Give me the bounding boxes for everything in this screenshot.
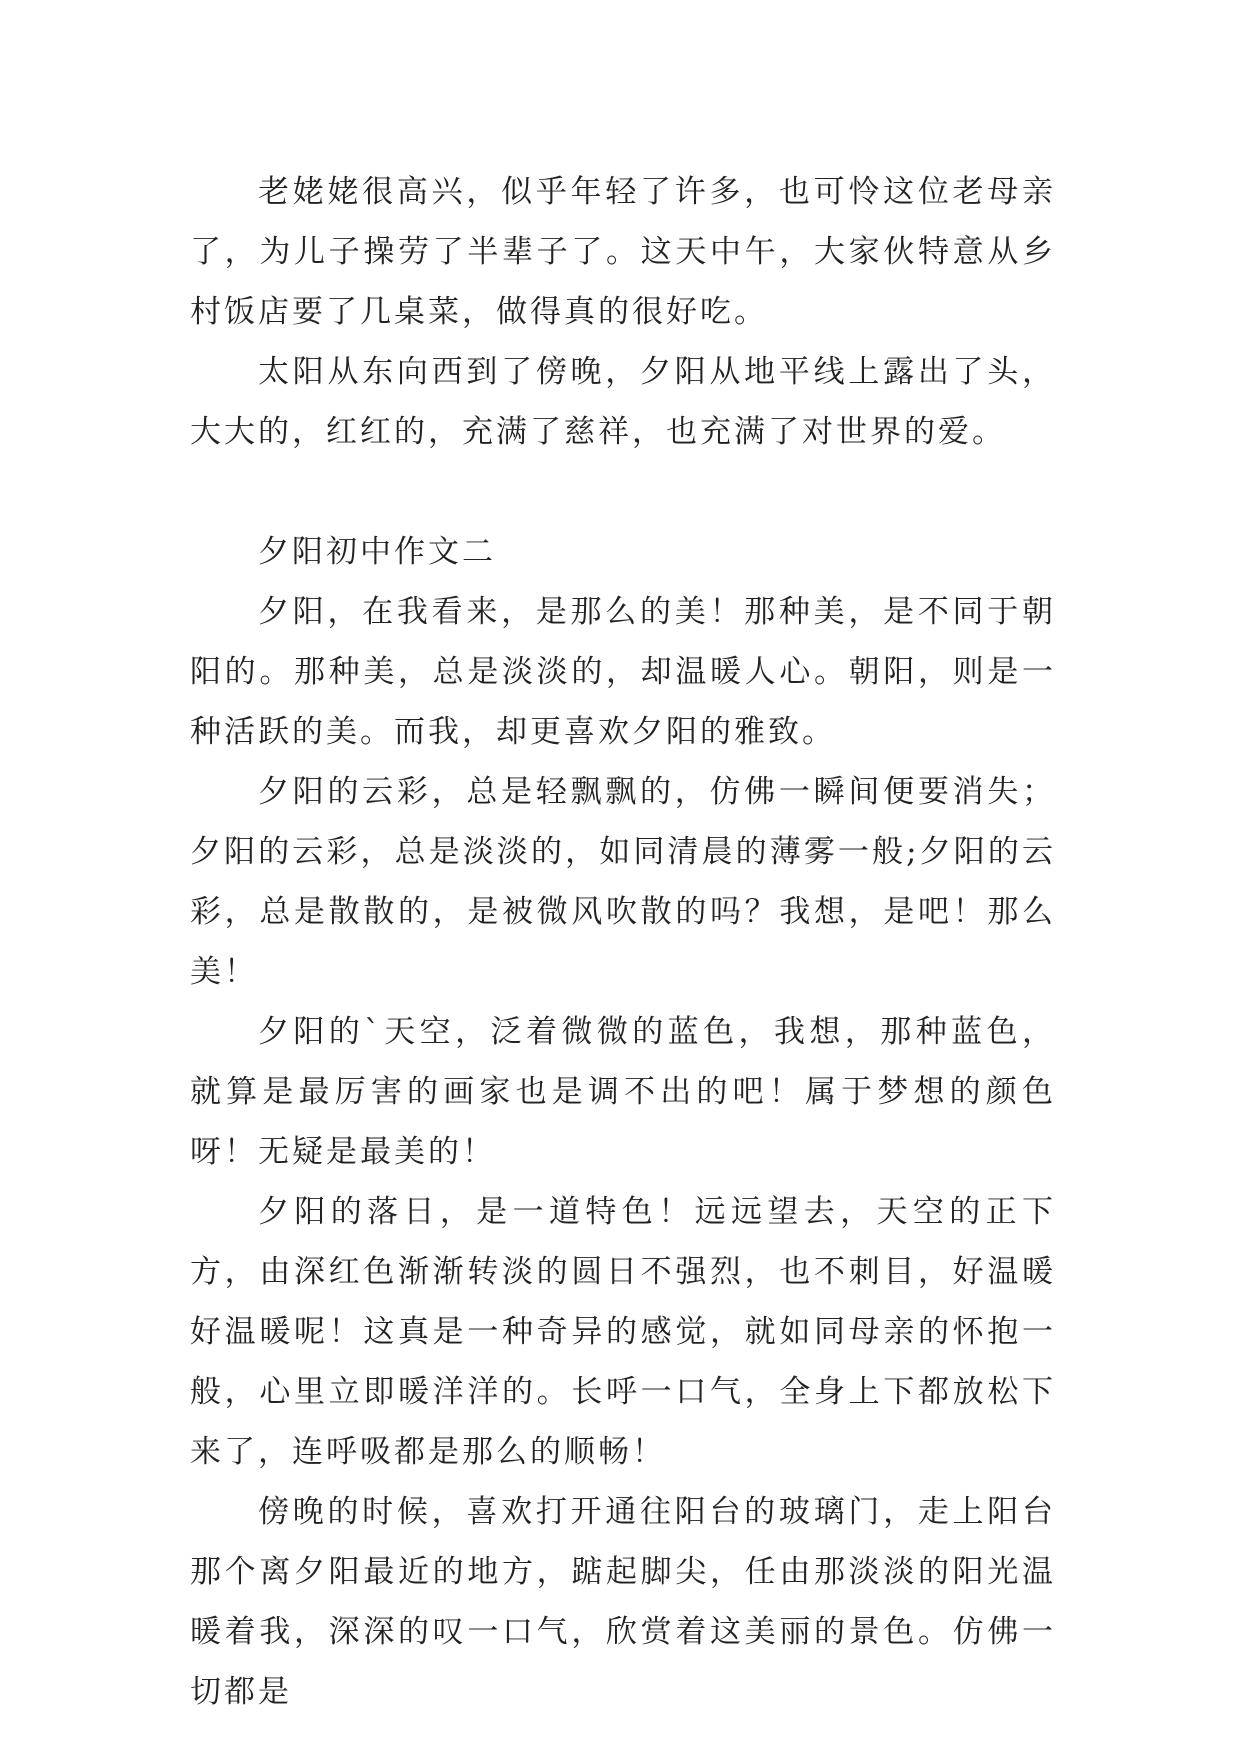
paragraph: 老姥姥很高兴，似乎年轻了许多，也可怜这位老母亲了，为儿子操劳了半辈子了。这天中午，大家伙特意从乡村饭店要了几桌菜，做得真的很好吃。 <box>190 174 1056 330</box>
paragraph: 夕阳的`天空，泛着微微的蓝色，我想，那种蓝色，就算是最厉害的画家也是调不出的吧！属于梦想的颜色呀！无疑是最美的！ <box>190 1014 1056 1170</box>
paragraph: 傍晚的时候，喜欢打开通往阳台的玻璃门，走上阳台那个离夕阳最近的地方，踮起脚尖，任由那淡淡的阳光温暖着我，深深的叹一口气，欣赏着这美丽的景色。仿佛一切都是 <box>190 1494 1056 1710</box>
paragraph: 太阳从东向西到了傍晚，夕阳从地平线上露出了头，大大的，红红的，充满了慈祥，也充满了对世界的爱。 <box>190 354 1056 450</box>
paragraph: 夕阳，在我看来，是那么的美！那种美，是不同于朝阳的。那种美，总是淡淡的，却温暖人心。朝阳，则是一种活跃的美。而我，却更喜欢夕阳的雅致。 <box>190 594 1056 750</box>
paragraph: 夕阳的落日，是一道特色！远远望去，天空的正下方，由深红色渐渐转淡的圆日不强烈，也不刺目，好温暖好温暖呢！这真是一种奇异的感觉，就如同母亲的怀抱一般，心里立即暖洋洋的。长呼一口气，全身上下都放松下来了，连呼吸都是那么的顺畅！ <box>190 1194 1056 1470</box>
document-body <box>190 162 1056 1722</box>
section-spacer <box>190 462 1056 522</box>
section-heading: 夕阳初中作文二 <box>258 534 496 570</box>
paragraph: 夕阳的云彩，总是轻飘飘的，仿佛一瞬间便要消失；夕阳的云彩，总是淡淡的，如同清晨的薄雾一般;夕阳的云彩，总是散散的，是被微风吹散的吗？我想，是吧！那么美！ <box>190 774 1056 990</box>
